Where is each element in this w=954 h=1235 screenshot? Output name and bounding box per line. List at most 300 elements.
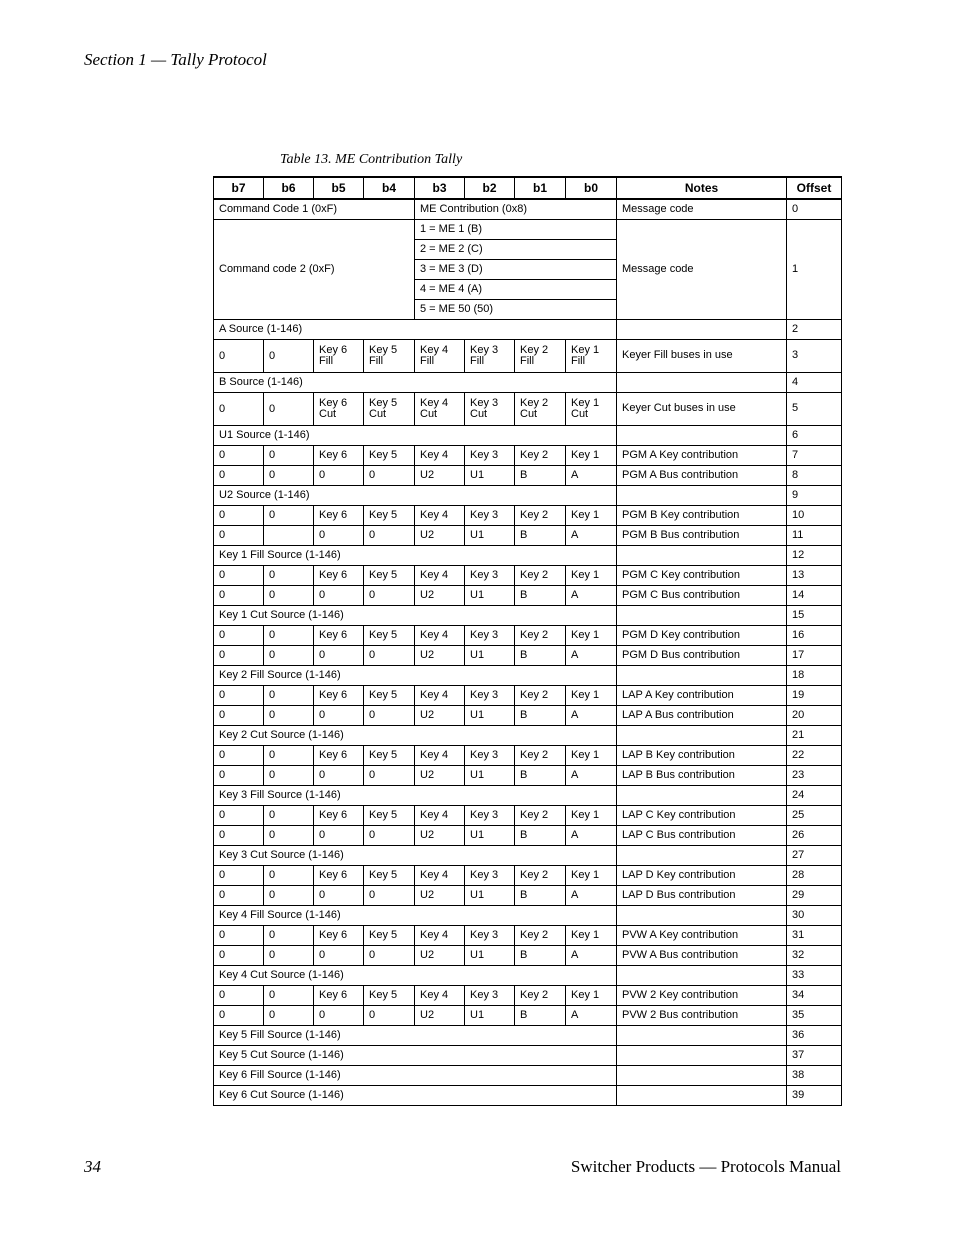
offset-cell: 19 — [787, 686, 842, 706]
bit-cell: Key 3 — [465, 686, 515, 706]
notes-cell: PGM A Key contribution — [617, 446, 787, 466]
bit-cell: Key 3 — [465, 866, 515, 886]
bit-cell: U1 — [465, 826, 515, 846]
bit-cell: 0 — [214, 506, 264, 526]
offset-cell: 4 — [787, 373, 842, 393]
offset-cell: 34 — [787, 986, 842, 1006]
bit-cell: 0 — [214, 806, 264, 826]
bit-cell: 0 — [214, 340, 264, 373]
bit-cell: U2 — [415, 1006, 465, 1026]
bit-cell: Key 3 — [465, 506, 515, 526]
bit-cell: Key 4 — [415, 926, 465, 946]
table-caption: Table 13. ME Contribution Tally — [280, 152, 463, 167]
source-label-cell: Key 1 Cut Source (1-146) — [214, 606, 617, 626]
bit-cell: B — [515, 826, 566, 846]
notes-cell: Keyer Cut buses in use — [617, 393, 787, 426]
me-contribution-tally-table — [213, 176, 842, 1106]
table-row — [214, 466, 842, 486]
table-row — [214, 946, 842, 966]
table-row — [214, 686, 842, 706]
offset-cell: 11 — [787, 526, 842, 546]
bit-cell: 0 — [214, 746, 264, 766]
table-header-row — [214, 177, 842, 199]
bit-cell: Key 1 — [566, 566, 617, 586]
table-row — [214, 786, 842, 806]
bit-cell: Key 6 — [314, 926, 364, 946]
offset-cell: 7 — [787, 446, 842, 466]
notes-cell — [617, 1066, 787, 1086]
bit-cell: 0 — [364, 886, 415, 906]
bit-cell: B — [515, 766, 566, 786]
table-row — [214, 886, 842, 906]
bit-cell: Key 5 — [364, 626, 415, 646]
table-row — [214, 373, 842, 393]
bit-cell: Key 6 — [314, 446, 364, 466]
table-row — [214, 486, 842, 506]
bit-cell: Key 5 — [364, 926, 415, 946]
bit-cell: 0 — [364, 466, 415, 486]
me-option-cell: 5 = ME 50 (50) — [415, 300, 617, 320]
bit-cell: Key 3 — [465, 986, 515, 1006]
bit-cell: 0 — [364, 946, 415, 966]
bit-cell: 0 — [264, 646, 314, 666]
bit-cell: 0 — [264, 626, 314, 646]
bit-cell: Key 5 — [364, 986, 415, 1006]
bit-cell: Key 5 — [364, 746, 415, 766]
offset-cell: 22 — [787, 746, 842, 766]
table-row — [214, 926, 842, 946]
table-row — [214, 426, 842, 446]
bit-cell: B — [515, 886, 566, 906]
table-row — [214, 586, 842, 606]
bit-cell: U2 — [415, 886, 465, 906]
table-row — [214, 526, 842, 546]
notes-cell — [617, 726, 787, 746]
notes-cell: PVW 2 Key contribution — [617, 986, 787, 1006]
table-row — [214, 566, 842, 586]
notes-cell: PGM B Bus contribution — [617, 526, 787, 546]
bit-cell: Key 6 — [314, 686, 364, 706]
notes-cell: PVW A Bus contribution — [617, 946, 787, 966]
bit-cell: Key 6 — [314, 506, 364, 526]
bit-cell: Key 6 — [314, 986, 364, 1006]
bit-cell: 0 — [264, 586, 314, 606]
me-contribution-cell: ME Contribution (0x8) — [415, 199, 617, 220]
bit-cell: Key 4 — [415, 866, 465, 886]
bit-cell: U2 — [415, 526, 465, 546]
bit-cell: Key 1 — [566, 806, 617, 826]
offset-cell: 17 — [787, 646, 842, 666]
offset-cell: 20 — [787, 706, 842, 726]
offset-cell: 31 — [787, 926, 842, 946]
offset-cell: 39 — [787, 1086, 842, 1106]
header-notes: Notes — [617, 177, 787, 199]
bit-cell: 0 — [264, 886, 314, 906]
source-label-cell: Key 4 Fill Source (1-146) — [214, 906, 617, 926]
bit-cell: A — [566, 946, 617, 966]
offset-cell: 28 — [787, 866, 842, 886]
bit-cell: Key 1 — [566, 746, 617, 766]
notes-cell: PGM A Bus contribution — [617, 466, 787, 486]
table-row — [214, 746, 842, 766]
bit-cell: 0 — [264, 806, 314, 826]
offset-cell: 32 — [787, 946, 842, 966]
table-row — [214, 1026, 842, 1046]
bit-cell: Key 5 Fill — [364, 340, 415, 373]
bit-cell: 0 — [314, 586, 364, 606]
bit-cell: Key 1 — [566, 866, 617, 886]
bit-cell: 0 — [214, 526, 264, 546]
bit-cell: 0 — [314, 886, 364, 906]
table-row — [214, 766, 842, 786]
notes-cell — [617, 906, 787, 926]
table-row — [214, 826, 842, 846]
header-b6: b6 — [264, 177, 314, 199]
section-header: Section 1 — Tally Protocol — [84, 50, 267, 69]
table-row — [214, 646, 842, 666]
table-row — [214, 1006, 842, 1026]
offset-cell: 33 — [787, 966, 842, 986]
table-row — [214, 546, 842, 566]
offset-cell: 16 — [787, 626, 842, 646]
notes-cell: Keyer Fill buses in use — [617, 340, 787, 373]
bit-cell: U2 — [415, 826, 465, 846]
bit-cell: Key 4 Fill — [415, 340, 465, 373]
bit-cell: Key 2 — [515, 926, 566, 946]
bit-cell: 0 — [314, 466, 364, 486]
bit-cell: Key 4 — [415, 446, 465, 466]
bit-cell: Key 3 — [465, 446, 515, 466]
table-row — [214, 906, 842, 926]
notes-cell: LAP C Key contribution — [617, 806, 787, 826]
command-code-2-cell: Command code 2 (0xF) — [214, 220, 415, 320]
header-b5: b5 — [314, 177, 364, 199]
source-label-cell: U1 Source (1-146) — [214, 426, 617, 446]
offset-cell: 23 — [787, 766, 842, 786]
bit-cell: 0 — [214, 886, 264, 906]
bit-cell: 0 — [314, 766, 364, 786]
bit-cell: 0 — [214, 766, 264, 786]
command-code-1-cell: Command Code 1 (0xF) — [214, 199, 415, 220]
bit-cell: Key 1 — [566, 506, 617, 526]
offset-cell: 35 — [787, 1006, 842, 1026]
bit-cell: U2 — [415, 706, 465, 726]
notes-cell: LAP B Bus contribution — [617, 766, 787, 786]
offset-cell: 0 — [787, 199, 842, 220]
bit-cell: 0 — [364, 646, 415, 666]
offset-cell: 37 — [787, 1046, 842, 1066]
bit-cell: B — [515, 706, 566, 726]
notes-cell — [617, 606, 787, 626]
bit-cell: Key 3 — [465, 626, 515, 646]
bit-cell: Key 2 Fill — [515, 340, 566, 373]
notes-cell — [617, 846, 787, 866]
source-label-cell: Key 4 Cut Source (1-146) — [214, 966, 617, 986]
offset-cell: 24 — [787, 786, 842, 806]
source-label-cell: Key 2 Fill Source (1-146) — [214, 666, 617, 686]
bit-cell: 0 — [314, 646, 364, 666]
bit-cell: 0 — [214, 986, 264, 1006]
bit-cell: 0 — [214, 566, 264, 586]
bit-cell: 0 — [364, 826, 415, 846]
bit-cell: 0 — [264, 686, 314, 706]
notes-cell: Message code — [617, 220, 787, 320]
bit-cell: 0 — [264, 826, 314, 846]
table-row — [214, 866, 842, 886]
bit-cell: 0 — [314, 826, 364, 846]
offset-cell: 8 — [787, 466, 842, 486]
bit-cell: Key 6 — [314, 866, 364, 886]
notes-cell: PGM D Bus contribution — [617, 646, 787, 666]
table-row — [214, 320, 842, 340]
bit-cell: Key 6 Fill — [314, 340, 364, 373]
bit-cell: 0 — [264, 340, 314, 373]
notes-cell: LAP A Bus contribution — [617, 706, 787, 726]
bit-cell: A — [566, 886, 617, 906]
bit-cell: Key 6 — [314, 566, 364, 586]
bit-cell: U1 — [465, 646, 515, 666]
offset-cell: 38 — [787, 1066, 842, 1086]
bit-cell: Key 2 — [515, 986, 566, 1006]
bit-cell: 0 — [214, 393, 264, 426]
table-row — [214, 726, 842, 746]
offset-cell: 29 — [787, 886, 842, 906]
notes-cell: LAP C Bus contribution — [617, 826, 787, 846]
notes-cell — [617, 320, 787, 340]
header-b1: b1 — [515, 177, 566, 199]
source-label-cell: Key 3 Fill Source (1-146) — [214, 786, 617, 806]
bit-cell: A — [566, 1006, 617, 1026]
notes-cell — [617, 1026, 787, 1046]
bit-cell: 0 — [214, 446, 264, 466]
bit-cell: 0 — [214, 626, 264, 646]
table-row — [214, 1086, 842, 1106]
bit-cell: Key 5 — [364, 806, 415, 826]
bit-cell: 0 — [264, 1006, 314, 1026]
bit-cell: Key 6 — [314, 806, 364, 826]
notes-cell: LAP A Key contribution — [617, 686, 787, 706]
bit-cell: Key 2 — [515, 626, 566, 646]
bit-cell: 0 — [214, 826, 264, 846]
bit-cell: 0 — [214, 466, 264, 486]
bit-cell: 0 — [214, 586, 264, 606]
notes-cell: PVW 2 Bus contribution — [617, 1006, 787, 1026]
offset-cell: 9 — [787, 486, 842, 506]
notes-cell: PGM D Key contribution — [617, 626, 787, 646]
bit-cell: 0 — [264, 706, 314, 726]
offset-cell: 3 — [787, 340, 842, 373]
bit-cell: 0 — [364, 586, 415, 606]
bit-cell: 0 — [314, 706, 364, 726]
header-b7: b7 — [214, 177, 264, 199]
bit-cell: B — [515, 466, 566, 486]
bit-cell: A — [566, 646, 617, 666]
bit-cell: Key 4 — [415, 986, 465, 1006]
me-option-cell: 2 = ME 2 (C) — [415, 240, 617, 260]
bit-cell: Key 6 Cut — [314, 393, 364, 426]
header-b3: b3 — [415, 177, 465, 199]
notes-cell — [617, 546, 787, 566]
offset-cell: 15 — [787, 606, 842, 626]
table-row — [214, 986, 842, 1006]
bit-cell: 0 — [214, 646, 264, 666]
bit-cell: Key 2 — [515, 446, 566, 466]
source-label-cell: Key 5 Fill Source (1-146) — [214, 1026, 617, 1046]
header-offset: Offset — [787, 177, 842, 199]
table-row — [214, 626, 842, 646]
table-row — [214, 393, 842, 426]
table-row — [214, 199, 842, 220]
bit-cell: A — [566, 526, 617, 546]
offset-cell: 27 — [787, 846, 842, 866]
offset-cell: 25 — [787, 806, 842, 826]
bit-cell: 0 — [264, 926, 314, 946]
bit-cell — [264, 526, 314, 546]
bit-cell: Key 4 — [415, 626, 465, 646]
source-label-cell: Key 1 Fill Source (1-146) — [214, 546, 617, 566]
offset-cell: 21 — [787, 726, 842, 746]
bit-cell: Key 3 Fill — [465, 340, 515, 373]
offset-cell: 18 — [787, 666, 842, 686]
bit-cell: 0 — [264, 946, 314, 966]
bit-cell: 0 — [214, 1006, 264, 1026]
source-label-cell: Key 6 Cut Source (1-146) — [214, 1086, 617, 1106]
table-row — [214, 666, 842, 686]
offset-cell: 14 — [787, 586, 842, 606]
table-row — [214, 446, 842, 466]
bit-cell: Key 4 — [415, 566, 465, 586]
bit-cell: 0 — [264, 466, 314, 486]
notes-cell: PGM B Key contribution — [617, 506, 787, 526]
manual-title: Switcher Products — Protocols Manual — [570, 1157, 841, 1176]
table-row — [214, 506, 842, 526]
bit-cell: 0 — [364, 706, 415, 726]
source-label-cell: Key 6 Fill Source (1-146) — [214, 1066, 617, 1086]
bit-cell: Key 4 Cut — [415, 393, 465, 426]
bit-cell: A — [566, 826, 617, 846]
bit-cell: B — [515, 586, 566, 606]
bit-cell: 0 — [214, 706, 264, 726]
bit-cell: Key 2 — [515, 566, 566, 586]
bit-cell: 0 — [364, 766, 415, 786]
notes-cell — [617, 1086, 787, 1106]
notes-cell — [617, 486, 787, 506]
bit-cell: Key 4 — [415, 686, 465, 706]
bit-cell: Key 5 — [364, 446, 415, 466]
bit-cell: 0 — [214, 926, 264, 946]
bit-cell: U2 — [415, 766, 465, 786]
offset-cell: 6 — [787, 426, 842, 446]
bit-cell: Key 3 — [465, 806, 515, 826]
notes-cell — [617, 1046, 787, 1066]
notes-cell: LAP B Key contribution — [617, 746, 787, 766]
bit-cell: 0 — [264, 393, 314, 426]
bit-cell: Key 1 Fill — [566, 340, 617, 373]
offset-cell: 26 — [787, 826, 842, 846]
offset-cell: 1 — [787, 220, 842, 320]
me-option-cell: 3 = ME 3 (D) — [415, 260, 617, 280]
table-row — [214, 966, 842, 986]
notes-cell: Message code — [617, 199, 787, 220]
header-b4: b4 — [364, 177, 415, 199]
me-option-cell: 1 = ME 1 (B) — [415, 220, 617, 240]
bit-cell: 0 — [314, 946, 364, 966]
bit-cell: Key 5 — [364, 566, 415, 586]
table-row — [214, 220, 842, 240]
bit-cell: Key 1 — [566, 626, 617, 646]
notes-cell — [617, 666, 787, 686]
bit-cell: A — [566, 466, 617, 486]
bit-cell: A — [566, 586, 617, 606]
notes-cell — [617, 373, 787, 393]
source-label-cell: B Source (1-146) — [214, 373, 617, 393]
notes-cell: PVW A Key contribution — [617, 926, 787, 946]
bit-cell: 0 — [214, 946, 264, 966]
notes-cell: PGM C Key contribution — [617, 566, 787, 586]
bit-cell: Key 6 — [314, 746, 364, 766]
bit-cell: U1 — [465, 946, 515, 966]
notes-cell — [617, 426, 787, 446]
bit-cell: U2 — [415, 466, 465, 486]
bit-cell: B — [515, 526, 566, 546]
bit-cell: 0 — [264, 566, 314, 586]
bit-cell: Key 1 — [566, 446, 617, 466]
source-label-cell: A Source (1-146) — [214, 320, 617, 340]
bit-cell: U2 — [415, 646, 465, 666]
bit-cell: U1 — [465, 1006, 515, 1026]
offset-cell: 2 — [787, 320, 842, 340]
source-label-cell: Key 5 Cut Source (1-146) — [214, 1046, 617, 1066]
notes-cell: LAP D Bus contribution — [617, 886, 787, 906]
bit-cell: Key 3 Cut — [465, 393, 515, 426]
bit-cell: B — [515, 1006, 566, 1026]
bit-cell: 0 — [264, 766, 314, 786]
table-row — [214, 706, 842, 726]
bit-cell: Key 5 — [364, 866, 415, 886]
header-b2: b2 — [465, 177, 515, 199]
bit-cell: U1 — [465, 766, 515, 786]
bit-cell: Key 4 — [415, 806, 465, 826]
table-row — [214, 806, 842, 826]
bit-cell: 0 — [314, 526, 364, 546]
table-row — [214, 340, 842, 373]
bit-cell: 0 — [264, 446, 314, 466]
bit-cell: Key 3 — [465, 926, 515, 946]
bit-cell: Key 1 — [566, 686, 617, 706]
offset-cell: 10 — [787, 506, 842, 526]
bit-cell: Key 2 — [515, 866, 566, 886]
bit-cell: 0 — [264, 986, 314, 1006]
bit-cell: Key 1 Cut — [566, 393, 617, 426]
notes-cell: PGM C Bus contribution — [617, 586, 787, 606]
bit-cell: U1 — [465, 586, 515, 606]
page-number: 34 — [84, 1157, 101, 1176]
bit-cell: Key 3 — [465, 566, 515, 586]
notes-cell: LAP D Key contribution — [617, 866, 787, 886]
offset-cell: 5 — [787, 393, 842, 426]
bit-cell: U1 — [465, 466, 515, 486]
bit-cell: U1 — [465, 526, 515, 546]
bit-cell: Key 5 Cut — [364, 393, 415, 426]
bit-cell: 0 — [364, 526, 415, 546]
bit-cell: Key 1 — [566, 986, 617, 1006]
bit-cell: A — [566, 706, 617, 726]
bit-cell: Key 6 — [314, 626, 364, 646]
bit-cell: Key 5 — [364, 686, 415, 706]
bit-cell: U2 — [415, 586, 465, 606]
me-option-cell: 4 = ME 4 (A) — [415, 280, 617, 300]
source-label-cell: Key 3 Cut Source (1-146) — [214, 846, 617, 866]
